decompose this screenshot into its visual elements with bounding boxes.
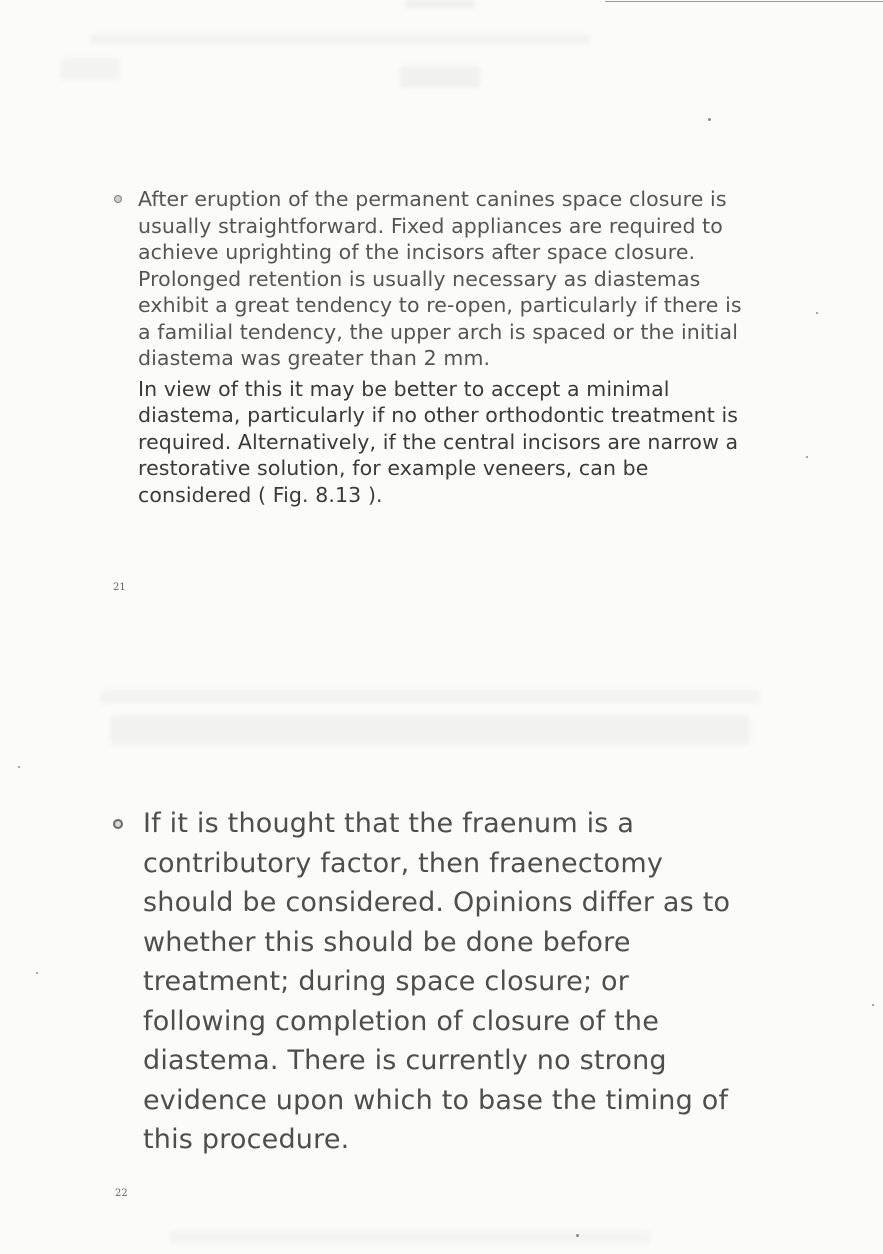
scan-speck — [806, 456, 808, 458]
slide-21 — [114, 186, 754, 508]
bullet-icon — [114, 195, 122, 203]
scan-edge-line — [605, 1, 883, 2]
bullet-item — [113, 804, 753, 1160]
scan-smudge — [405, 0, 475, 8]
scan-speck — [18, 766, 20, 768]
bullet-item — [114, 186, 754, 372]
scan-speck — [576, 1234, 579, 1237]
scan-speck — [816, 312, 818, 314]
scan-smudge — [110, 715, 750, 745]
scan-speck — [36, 972, 38, 974]
bullet-icon — [113, 819, 123, 829]
bullet-text: After eruption of the permanent canines space closure is usually straightforward. Fixed appliances are required to achieve uprighting of the incisors after space closure. Prolonged retention is usually necessary as diastemas exhibit a great tendency to re-open, particularly if there is a familial tendency, the upper arch is spaced or the initial diastema was greater than 2 mm. — [138, 187, 742, 370]
scan-smudge — [170, 1230, 650, 1244]
scan-smudge — [400, 66, 480, 88]
scan-smudge — [60, 58, 120, 80]
continuation-paragraph: In view of this it may be better to accept a minimal diastema, particularly if no other orthodontic treatment is required. Alternatively, if the central incisors are narrow a restorative solution, for example veneers, can be considered ( Fig. 8.13 ). — [138, 376, 739, 507]
scan-speck — [872, 1004, 874, 1006]
bullet-text: If it is thought that the fraenum is a contributory factor, then fraenectomy should be considered. Opinions differ as to whether this should be done before treatment; during space closure; or following completion of closure of the diastema. There is currently no strong evidence upon which to base the timing of this procedure. — [143, 808, 731, 1155]
page-number: 22 — [115, 1188, 128, 1199]
page-number: 21 — [113, 582, 126, 593]
scan-speck — [708, 118, 711, 121]
scan-smudge — [90, 34, 590, 44]
slide-22 — [113, 804, 753, 1160]
scan-smudge — [100, 690, 760, 704]
